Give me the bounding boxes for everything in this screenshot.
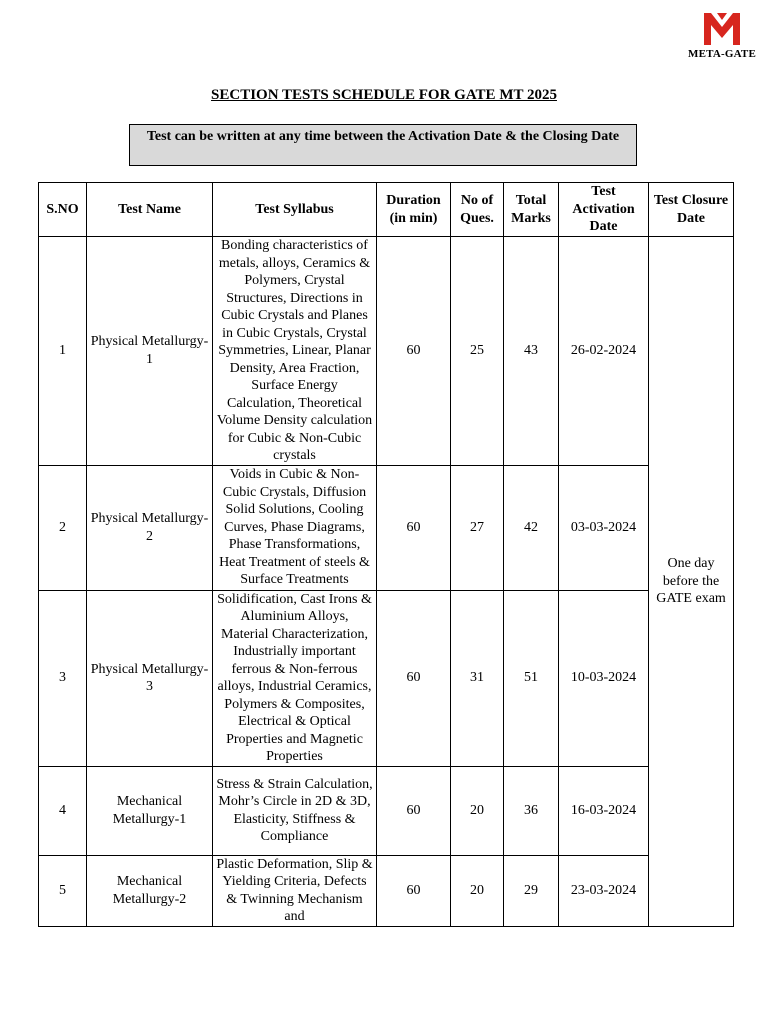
meta-gate-logo bbox=[684, 10, 760, 66]
cell-marks: 51 bbox=[504, 590, 559, 766]
header-row bbox=[39, 183, 734, 237]
cell-duration: 60 bbox=[377, 465, 451, 590]
header-marks: Total Marks bbox=[504, 183, 559, 237]
header-questions: No of Ques. bbox=[451, 183, 504, 237]
table-row bbox=[39, 590, 734, 766]
cell-test-name: Mechanical Metallurgy-1 bbox=[87, 766, 213, 855]
cell-activation: 23-03-2024 bbox=[559, 855, 649, 926]
cell-questions: 27 bbox=[451, 465, 504, 590]
cell-questions: 20 bbox=[451, 766, 504, 855]
cell-sno: 3 bbox=[39, 590, 87, 766]
cell-questions: 25 bbox=[451, 237, 504, 466]
cell-sno: 4 bbox=[39, 766, 87, 855]
cell-syllabus: Plastic Deformation, Slip & Yielding Criteria, Defects & Twinning Mechanism and bbox=[213, 855, 377, 926]
header-test-name: Test Name bbox=[87, 183, 213, 237]
logo-text: META-GATE bbox=[687, 48, 756, 60]
cell-duration: 60 bbox=[377, 766, 451, 855]
meta-gate-m-icon bbox=[703, 10, 741, 46]
cell-syllabus: Voids in Cubic & Non-Cubic Crystals, Diffusion Solid Solutions, Cooling Curves, Phase Diagrams, Phase Transformations, Heat Treatment of steels & Surface Treatments bbox=[213, 465, 377, 590]
cell-closure: One day before the GATE exam bbox=[649, 237, 734, 927]
header-syllabus: Test Syllabus bbox=[213, 183, 377, 237]
table-row bbox=[39, 855, 734, 926]
cell-test-name: Physical Metallurgy-1 bbox=[87, 237, 213, 466]
cell-duration: 60 bbox=[377, 237, 451, 466]
header-activation: Test Activation Date bbox=[559, 183, 649, 237]
header-duration: Duration (in min) bbox=[377, 183, 451, 237]
cell-activation: 03-03-2024 bbox=[559, 465, 649, 590]
table-row bbox=[39, 766, 734, 855]
cell-syllabus: Solidification, Cast Irons & Aluminium Alloys, Material Characterization, Industrially important ferrous & Non-ferrous alloys, Industrial Ceramics, Polymers & Composites, Electrical & Optical Properties and Magnetic Properties bbox=[213, 590, 377, 766]
cell-marks: 29 bbox=[504, 855, 559, 926]
table-row bbox=[39, 465, 734, 590]
cell-syllabus: Stress & Strain Calculation, Mohr’s Circle in 2D & 3D, Elasticity, Stiffness & Compliance bbox=[213, 766, 377, 855]
cell-marks: 42 bbox=[504, 465, 559, 590]
cell-duration: 60 bbox=[377, 855, 451, 926]
cell-activation: 16-03-2024 bbox=[559, 766, 649, 855]
cell-syllabus: Bonding characteristics of metals, alloys, Ceramics & Polymers, Crystal Structures, Directions in Cubic Crystals and Planes in Cubic Crystals, Crystal Symmetries, Linear, Planar Density, Area Fraction, Surface Energy Calculation, Theoretical Volume Density calculation for Cubic & Non-Cubic crystals bbox=[213, 237, 377, 466]
page-title: SECTION TESTS SCHEDULE FOR GATE MT 2025 bbox=[211, 87, 557, 103]
header-sno: S.NO bbox=[39, 183, 87, 237]
cell-sno: 1 bbox=[39, 237, 87, 466]
cell-activation: 10-03-2024 bbox=[559, 590, 649, 766]
cell-duration: 60 bbox=[377, 590, 451, 766]
table-row bbox=[39, 237, 734, 466]
cell-sno: 2 bbox=[39, 465, 87, 590]
cell-activation: 26-02-2024 bbox=[559, 237, 649, 466]
cell-marks: 43 bbox=[504, 237, 559, 466]
cell-test-name: Mechanical Metallurgy-2 bbox=[87, 855, 213, 926]
cell-marks: 36 bbox=[504, 766, 559, 855]
schedule-table bbox=[38, 182, 734, 927]
cell-test-name: Physical Metallurgy-2 bbox=[87, 465, 213, 590]
cell-sno: 5 bbox=[39, 855, 87, 926]
header-closure: Test Closure Date bbox=[649, 183, 734, 237]
activation-note: Test can be written at any time between the Activation Date & the Closing Date bbox=[129, 124, 637, 166]
cell-test-name: Physical Metallurgy-3 bbox=[87, 590, 213, 766]
cell-questions: 20 bbox=[451, 855, 504, 926]
cell-questions: 31 bbox=[451, 590, 504, 766]
